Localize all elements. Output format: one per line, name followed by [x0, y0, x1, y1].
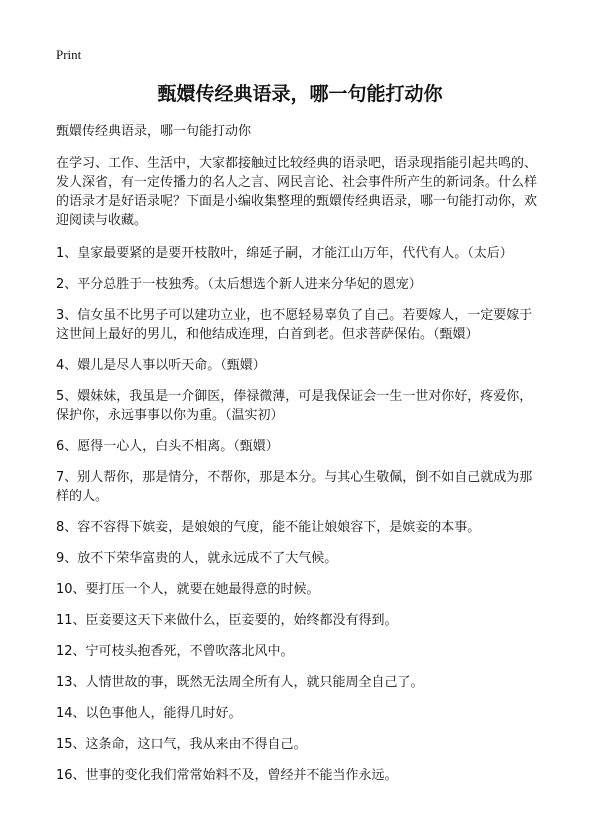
- article-intro: 在学习、工作、生活中，大家都接触过比较经典的语录吧，语录现指能引起共鸣的、发人深省，有一定传播力的名人之言、网民言论、社会事件所产生的新词条。什么样的语录才是好语录呢？下面是小编收集整理的甄嬛传经典语录，哪一句能打动你，欢迎阅读与收藏。: [56, 156, 538, 228]
- quote-item: 15、这条命，这口气，我从来由不得自己。: [56, 737, 307, 752]
- quote-item: 10、要打压一个人，就要在她最得意的时候。: [56, 582, 320, 597]
- quote-item: 4、嬛儿是尽人事以听天命。（甄嬛）: [56, 358, 266, 373]
- print-link[interactable]: Print: [56, 47, 82, 62]
- quote-list: [56, 244, 544, 785]
- quote-item: 7、别人帮你，那是情分，不帮你，那是本分。与其心生敬佩，倒不如自己就成为那样的人。: [56, 470, 533, 504]
- quote-item: 12、宁可枝头抱香死，不曾吹落北风中。: [56, 644, 294, 659]
- article-subtitle: 甄嬛传经典语录，哪一句能打动你: [56, 124, 252, 139]
- quote-item: 14、以色事他人，能得几时好。: [56, 706, 242, 721]
- quote-item: 5、嬛妹妹，我虽是一介御医，俸禄微薄，可是我保证会一生一世对你好，疼爱你，保护你，永远事事以你为重。（温实初）: [56, 389, 533, 423]
- quote-item: 8、容不容得下嫔妾，是娘娘的气度，能不能让娘娘容下，是嫔妾的本事。: [56, 520, 481, 535]
- quote-item: 11、臣妾要这天下来做什么，臣妾要的，始终都没有得到。: [56, 613, 398, 628]
- quote-item: 2、平分总胜于一枝独秀。（太后想选个新人进来分华妃的恩宠）: [56, 277, 422, 292]
- quote-item: 1、皇家最要紧的是要开枝散叶，绵延子嗣，才能江山万年，代代有人。（太后）: [56, 246, 513, 261]
- article-title: 甄嬛传经典语录，哪一句能打动你: [157, 83, 443, 105]
- quote-item: 16、世事的变化我们常常始料不及，曾经并不能当作永远。: [56, 768, 398, 783]
- quote-item: 3、信女虽不比男子可以建功立业，也不愿轻易辜负了自己。若要嫁人，一定要嫁于这世间上最好的男儿，和他结成连理，白首到老。但求菩萨保佑。（甄嬛）: [56, 308, 533, 342]
- quote-item: 13、人情世故的事，既然无法周全所有人，就只能周全自己了。: [56, 675, 424, 690]
- quote-item: 9、放不下荣华富贵的人，就永远成不了大气候。: [56, 551, 338, 566]
- quote-item: 6、愿得一心人，白头不相离。（甄嬛）: [56, 439, 279, 454]
